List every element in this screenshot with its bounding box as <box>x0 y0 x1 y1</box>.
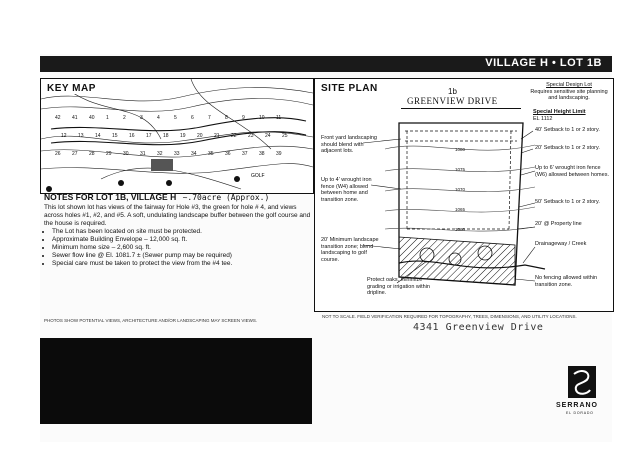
lot-number: 36 <box>225 151 231 157</box>
lot-number: 1 <box>106 115 109 121</box>
setback-50-note: 50' Setback to 1 or 2 story. <box>535 199 600 205</box>
lot-number: 13 <box>78 133 84 139</box>
lot-number: 4 <box>157 115 160 121</box>
lot-number: 10 <box>259 115 265 121</box>
acreage-handwritten: ~.70acre (Approx.) <box>182 193 270 202</box>
lot-number: 33 <box>174 151 180 157</box>
setback-20-note: 20' Setback to 1 or 2 story. <box>535 145 600 151</box>
special-design-note <box>529 82 609 102</box>
notes-title <box>44 193 312 202</box>
lot-number: 40 <box>89 115 95 121</box>
notes-intro: This lot shown lot has views of the fairway for Hole #3, the green for hole # 4, and views across holes #1, #2, and #5. A soft, undulating landscape buffer between the golf course and the house is required. <box>44 204 311 227</box>
lot-number: 29 <box>106 151 112 157</box>
special-design-text: Requires sensitive site planning and landscaping. <box>530 88 608 101</box>
lot-number: 18 <box>163 133 169 139</box>
contour-label: 1070 <box>455 187 466 192</box>
lot-number: 6 <box>191 115 194 121</box>
lot-number: 11 <box>276 115 282 121</box>
key-map-drawing <box>41 79 313 193</box>
lot-number: 34 <box>191 151 197 157</box>
header-title: VILLAGE H • LOT 1B <box>485 57 602 69</box>
street-name: GREENVIEW DRIVE <box>407 96 498 106</box>
lot-number: 28 <box>89 151 95 157</box>
lot-number: 31 <box>140 151 146 157</box>
street-line <box>401 108 521 109</box>
lot-number: 23 <box>248 133 254 139</box>
lot-number: 16 <box>129 133 135 139</box>
photo-placeholder <box>40 338 312 424</box>
map-marker <box>234 176 240 182</box>
lot-notes <box>44 193 312 268</box>
height-limit-title: Special Height Limit <box>533 109 586 115</box>
contour-label: 1065 <box>455 207 466 212</box>
lot-number: 35 <box>208 151 214 157</box>
list-item: • Special care must be taken to protect the view from the #4 tee. <box>52 260 312 268</box>
lot-number: 14 <box>95 133 101 139</box>
key-map-panel <box>40 78 314 194</box>
lot-number: 22 <box>231 133 237 139</box>
lot-number: 19 <box>180 133 186 139</box>
site-plan-panel <box>314 78 614 312</box>
contour-label: 1060 <box>455 227 466 232</box>
notes-list <box>44 228 312 268</box>
lot-number: 32 <box>157 151 163 157</box>
lot-number: 26 <box>55 151 61 157</box>
golf-label: GOLF <box>251 173 265 179</box>
lot-number: 17 <box>146 133 152 139</box>
transition-zone-note: 20' Minimum landscape transition zone; blend landscaping to golf course. <box>321 237 379 263</box>
lot-number: 12 <box>61 133 67 139</box>
lot-number: 3 <box>140 115 143 121</box>
list-item: • Approximate Building Envelope – 12,000 sq. ft. <box>52 236 312 244</box>
lot-number: 27 <box>72 151 78 157</box>
map-marker <box>166 180 172 186</box>
height-limit-value: EL 1112 <box>533 115 553 122</box>
lot-number: 15 <box>112 133 118 139</box>
lot-number: 5 <box>174 115 177 121</box>
lot-number: 30 <box>123 151 129 157</box>
lot-number: 7 <box>208 115 211 121</box>
property-line-note: 20' @ Property line <box>535 221 582 227</box>
fence-w6-note: Up to 6' wrought iron fence (W6) allowed between homes. <box>535 165 609 178</box>
notes-heading: NOTES FOR LOT 1B, VILLAGE H <box>44 192 177 202</box>
lot-number: 39 <box>276 151 282 157</box>
lot-number: 37 <box>242 151 248 157</box>
drainageway-note: Drainageway / Creek <box>535 241 587 247</box>
scale-disclaimer: NOT TO SCALE. FIELD VERIFICATION REQUIRED FOR TOPOGRAPHY, TREES, DIMENSIONS, AND UTILITY LOCATIONS. <box>322 314 577 319</box>
photo-disclaimer: PHOTOS SHOW POTENTIAL VIEWS, ARCHITECTURE AND/OR LANDSCAPING MAY SCREEN VIEWS. <box>44 318 258 323</box>
list-item: • Sewer flow line @ El. 1081.7 ± (Sewer pump may be required) <box>52 252 312 260</box>
serrano-logo-icon <box>568 366 596 398</box>
lot-number: 38 <box>259 151 265 157</box>
list-item: • Minimum home size – 2,600 sq. ft. <box>52 244 312 252</box>
list-item: • The Lot has been located on site must be protected. <box>52 228 312 236</box>
lot-number: 8 <box>225 115 228 121</box>
special-design-title: Special Design Lot <box>546 82 592 88</box>
lot-number: 41 <box>72 115 78 121</box>
logo-name: SERRANO <box>556 402 599 409</box>
lot-label: 1b <box>448 87 457 96</box>
lot-number: 42 <box>55 115 61 121</box>
lot-number: 25 <box>282 133 288 139</box>
logo-subtitle: EL DORADO <box>566 411 594 415</box>
header-bar <box>40 56 612 72</box>
site-plan-title: SITE PLAN <box>321 83 378 94</box>
lot-number: 20 <box>197 133 203 139</box>
lot-number: 24 <box>265 133 271 139</box>
map-marker <box>118 180 124 186</box>
setback-40-note: 40' Setback to 1 or 2 story. <box>535 127 600 133</box>
fence-w4-note: Up to 4' wrought iron fence (W4) allowed between home and transition zone. <box>321 177 372 203</box>
contour-label: 1080 <box>455 147 466 152</box>
contour-label: 1075 <box>455 167 466 172</box>
front-yard-note: Front yard landscaping should blend with adjacent lots. <box>321 135 377 154</box>
lot-number: 2 <box>123 115 126 121</box>
lot-number: 21 <box>214 133 220 139</box>
height-limit <box>533 109 586 122</box>
protect-oaks-note: Protect oaks, minimize grading or irrigation within dripline. <box>367 277 430 296</box>
key-map-title: KEY MAP <box>47 83 96 94</box>
lot-highlight <box>151 159 173 171</box>
no-fencing-note: No fencing allowed within transition zone. <box>535 275 598 288</box>
address-handwritten: 4341 Greenview Drive <box>413 322 544 333</box>
logo-mark <box>568 366 596 398</box>
lot-number: 9 <box>242 115 245 121</box>
